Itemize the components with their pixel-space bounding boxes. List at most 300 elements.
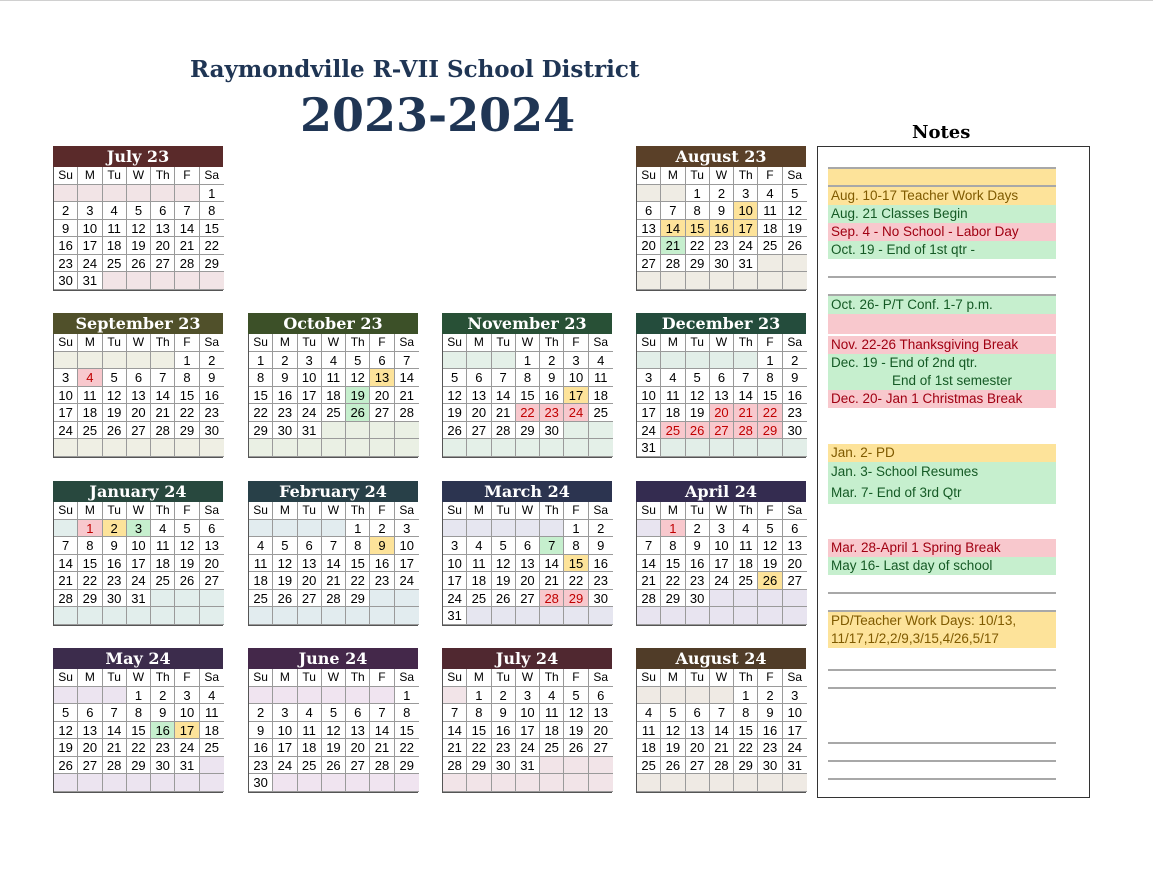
day-cell: 24: [710, 572, 734, 590]
day-cell: 29: [564, 590, 588, 608]
empty-day-cell: [54, 607, 78, 625]
empty-day-cell: [686, 607, 710, 625]
day-cell: 5: [443, 369, 467, 387]
day-cell: 3: [637, 369, 661, 387]
day-cell: 2: [783, 352, 807, 370]
weekday-header: M: [467, 334, 491, 352]
weekday-header: Tu: [686, 167, 710, 185]
day-cell: 18: [467, 572, 491, 590]
day-cell: 21: [661, 237, 685, 255]
empty-day-cell: [322, 439, 346, 457]
day-cell: 1: [516, 352, 540, 370]
day-cell: 3: [298, 352, 322, 370]
day-cell: 19: [661, 739, 685, 757]
day-cell: 12: [783, 202, 807, 220]
day-cell: 11: [467, 555, 491, 573]
day-cell: 17: [273, 739, 297, 757]
weekday-header: W: [322, 334, 346, 352]
weekday-header: F: [758, 334, 782, 352]
day-cell: 7: [151, 369, 175, 387]
empty-day-cell: [103, 185, 127, 203]
empty-day-cell: [661, 774, 685, 792]
day-cell: 27: [127, 422, 151, 440]
day-cell: 14: [734, 387, 758, 405]
day-cell: 30: [686, 590, 710, 608]
month-title: July 23: [53, 146, 223, 167]
day-cell: 16: [710, 220, 734, 238]
day-cell: 16: [249, 739, 273, 757]
empty-day-cell: [395, 607, 419, 625]
day-cell: 24: [564, 404, 588, 422]
day-cell: 2: [249, 704, 273, 722]
notes-color-band: [828, 314, 1056, 334]
empty-day-cell: [686, 439, 710, 457]
day-cell: 18: [540, 722, 564, 740]
note-entry: PD/Teacher Work Days: 10/13,: [828, 612, 1056, 630]
empty-day-cell: [734, 590, 758, 608]
day-cell: 12: [686, 387, 710, 405]
day-cell: 26: [273, 590, 297, 608]
day-cell: 26: [758, 572, 782, 590]
empty-day-cell: [540, 607, 564, 625]
weekday-header: Su: [443, 334, 467, 352]
weekday-header: Sa: [395, 669, 419, 687]
note-entry: Dec. 20- Jan 1 Christmas Break: [828, 390, 1056, 408]
day-cell: 11: [540, 704, 564, 722]
day-cell: 11: [249, 555, 273, 573]
day-cell: 10: [175, 704, 199, 722]
weekday-header: F: [370, 669, 394, 687]
day-cell: 1: [758, 352, 782, 370]
day-cell: 14: [540, 555, 564, 573]
weekday-header: Th: [734, 669, 758, 687]
day-cell: 16: [492, 722, 516, 740]
day-cell: 27: [200, 572, 224, 590]
empty-day-cell: [492, 352, 516, 370]
day-cell: 19: [273, 572, 297, 590]
weekday-header: Tu: [686, 334, 710, 352]
day-cell: 14: [710, 722, 734, 740]
day-cell: 10: [298, 369, 322, 387]
day-cell: 30: [710, 255, 734, 273]
day-cell: 27: [370, 404, 394, 422]
day-cell: 13: [516, 555, 540, 573]
day-cell: 5: [175, 520, 199, 538]
day-cell: 3: [443, 537, 467, 555]
day-cell: 24: [78, 255, 102, 273]
empty-day-cell: [758, 590, 782, 608]
empty-day-cell: [734, 439, 758, 457]
empty-day-cell: [758, 774, 782, 792]
day-cell: 22: [467, 739, 491, 757]
day-cell: 9: [710, 202, 734, 220]
day-cell: 29: [516, 422, 540, 440]
empty-day-cell: [346, 774, 370, 792]
day-cell: 3: [710, 520, 734, 538]
day-cell: 5: [346, 352, 370, 370]
day-cell: 16: [686, 555, 710, 573]
empty-day-cell: [661, 439, 685, 457]
day-cell: 4: [661, 369, 685, 387]
note-entry: May 16- Last day of school: [828, 557, 1056, 575]
day-cell: 20: [467, 404, 491, 422]
weekday-header: Th: [151, 167, 175, 185]
empty-day-cell: [54, 687, 78, 705]
weekday-header: Sa: [200, 669, 224, 687]
day-cell: 28: [637, 590, 661, 608]
empty-day-cell: [249, 687, 273, 705]
weekday-header: F: [175, 334, 199, 352]
empty-day-cell: [637, 185, 661, 203]
note-entry: Nov. 22-26 Thanksgiving Break: [828, 336, 1056, 354]
day-cell: 16: [200, 387, 224, 405]
month-calendar: [636, 481, 806, 626]
empty-day-cell: [661, 185, 685, 203]
empty-day-cell: [346, 687, 370, 705]
month-title: October 23: [248, 313, 418, 334]
month-calendar: [53, 481, 223, 626]
notes-divider: [828, 592, 1056, 594]
day-cell: 17: [298, 387, 322, 405]
day-cell: 15: [734, 722, 758, 740]
day-cell: 2: [589, 520, 613, 538]
empty-day-cell: [467, 607, 491, 625]
day-cell: 25: [637, 757, 661, 775]
empty-day-cell: [200, 439, 224, 457]
weekday-header: Su: [637, 334, 661, 352]
day-cell: 13: [467, 387, 491, 405]
day-cell: 10: [734, 202, 758, 220]
note-entry: End of 1st semester: [828, 372, 1056, 390]
weekday-header: Th: [734, 334, 758, 352]
notes-divider: [828, 276, 1056, 278]
weekday-header: Sa: [200, 167, 224, 185]
weekday-header: Tu: [103, 334, 127, 352]
empty-day-cell: [783, 272, 807, 290]
day-cell: 5: [686, 369, 710, 387]
day-cell: 8: [734, 704, 758, 722]
day-cell: 2: [758, 687, 782, 705]
weekday-header: Su: [54, 669, 78, 687]
day-cell: 28: [395, 404, 419, 422]
empty-day-cell: [661, 687, 685, 705]
empty-day-cell: [175, 439, 199, 457]
weekday-header: Th: [346, 334, 370, 352]
notes-divider: [828, 778, 1056, 780]
day-cell: 8: [686, 202, 710, 220]
day-cell: 17: [637, 404, 661, 422]
weekday-header: Tu: [103, 502, 127, 520]
weekday-header: Su: [249, 502, 273, 520]
day-cell: 6: [467, 369, 491, 387]
empty-day-cell: [298, 687, 322, 705]
day-cell: 2: [151, 687, 175, 705]
day-cell: 16: [589, 555, 613, 573]
weekday-header: F: [370, 502, 394, 520]
empty-day-cell: [395, 590, 419, 608]
day-cell: 20: [783, 555, 807, 573]
day-cell: 15: [175, 387, 199, 405]
empty-day-cell: [564, 774, 588, 792]
day-cell: 9: [249, 722, 273, 740]
day-cell: 7: [175, 202, 199, 220]
day-cell: 15: [395, 722, 419, 740]
empty-day-cell: [758, 272, 782, 290]
day-cell: 26: [127, 255, 151, 273]
day-cell: 6: [151, 202, 175, 220]
day-cell: 28: [734, 422, 758, 440]
day-cell: 25: [103, 255, 127, 273]
day-cell: 23: [200, 404, 224, 422]
empty-day-cell: [589, 422, 613, 440]
day-cell: 13: [637, 220, 661, 238]
weekday-header: Sa: [783, 502, 807, 520]
empty-day-cell: [127, 607, 151, 625]
weekday-header: Su: [249, 334, 273, 352]
weekday-header: F: [370, 334, 394, 352]
top-border-line: [0, 0, 1153, 1]
weekday-header: Tu: [298, 334, 322, 352]
empty-day-cell: [151, 185, 175, 203]
empty-day-cell: [540, 774, 564, 792]
day-cell: 17: [54, 404, 78, 422]
empty-day-cell: [322, 520, 346, 538]
day-cell: 6: [346, 704, 370, 722]
weekday-header: M: [273, 334, 297, 352]
day-cell: 15: [249, 387, 273, 405]
empty-day-cell: [710, 607, 734, 625]
day-cell: 27: [686, 757, 710, 775]
note-entry: Mar. 7- End of 3rd Qtr: [828, 482, 1056, 504]
day-cell: 1: [686, 185, 710, 203]
day-cell: 11: [734, 537, 758, 555]
day-cell: 12: [127, 220, 151, 238]
day-cell: 16: [540, 387, 564, 405]
day-cell: 9: [54, 220, 78, 238]
empty-day-cell: [249, 520, 273, 538]
day-cell: 4: [322, 352, 346, 370]
day-cell: 7: [370, 704, 394, 722]
day-cell: 15: [200, 220, 224, 238]
day-cell: 22: [346, 572, 370, 590]
day-cell: 1: [175, 352, 199, 370]
empty-day-cell: [734, 272, 758, 290]
empty-day-cell: [686, 774, 710, 792]
day-cell: 14: [492, 387, 516, 405]
day-cell: 11: [637, 722, 661, 740]
day-cell: 14: [175, 220, 199, 238]
day-cell: 9: [492, 704, 516, 722]
empty-day-cell: [710, 590, 734, 608]
empty-day-cell: [516, 520, 540, 538]
day-cell: 23: [783, 404, 807, 422]
day-cell: 9: [370, 537, 394, 555]
empty-day-cell: [298, 439, 322, 457]
day-cell: 24: [443, 590, 467, 608]
day-cell: 1: [564, 520, 588, 538]
empty-day-cell: [370, 590, 394, 608]
day-cell: 2: [273, 352, 297, 370]
day-cell: 23: [589, 572, 613, 590]
month-day-grid: [442, 669, 612, 793]
weekday-header: Th: [151, 334, 175, 352]
day-cell: 29: [758, 422, 782, 440]
day-cell: 26: [54, 757, 78, 775]
day-cell: 14: [443, 722, 467, 740]
day-cell: 27: [637, 255, 661, 273]
day-cell: 29: [175, 422, 199, 440]
day-cell: 12: [443, 387, 467, 405]
month-day-grid: [248, 502, 418, 626]
day-cell: 20: [686, 739, 710, 757]
month-day-grid: [636, 167, 806, 291]
day-cell: 5: [322, 704, 346, 722]
day-cell: 24: [637, 422, 661, 440]
empty-day-cell: [637, 272, 661, 290]
day-cell: 15: [758, 387, 782, 405]
month-day-grid: [53, 502, 223, 626]
day-cell: 30: [758, 757, 782, 775]
day-cell: 12: [564, 704, 588, 722]
day-cell: 25: [589, 404, 613, 422]
weekday-header: Th: [734, 167, 758, 185]
empty-day-cell: [783, 439, 807, 457]
day-cell: 1: [127, 687, 151, 705]
day-cell: 13: [78, 722, 102, 740]
weekday-header: M: [78, 669, 102, 687]
month-day-grid: [53, 669, 223, 793]
empty-day-cell: [127, 774, 151, 792]
day-cell: 12: [492, 555, 516, 573]
day-cell: 6: [710, 369, 734, 387]
day-cell: 18: [78, 404, 102, 422]
empty-day-cell: [783, 255, 807, 273]
month-title: July 24: [442, 648, 612, 669]
day-cell: 21: [540, 572, 564, 590]
day-cell: 20: [127, 404, 151, 422]
day-cell: 8: [395, 704, 419, 722]
empty-day-cell: [298, 607, 322, 625]
weekday-header: Sa: [783, 334, 807, 352]
empty-day-cell: [103, 439, 127, 457]
day-cell: 9: [686, 537, 710, 555]
day-cell: 13: [686, 722, 710, 740]
day-cell: 23: [686, 572, 710, 590]
day-cell: 12: [322, 722, 346, 740]
day-cell: 6: [298, 537, 322, 555]
day-cell: 2: [103, 520, 127, 538]
empty-day-cell: [661, 272, 685, 290]
empty-day-cell: [637, 687, 661, 705]
day-cell: 23: [758, 739, 782, 757]
month-day-grid: [636, 334, 806, 458]
empty-day-cell: [54, 439, 78, 457]
day-cell: 21: [103, 739, 127, 757]
day-cell: 22: [564, 572, 588, 590]
day-cell: 17: [443, 572, 467, 590]
day-cell: 30: [540, 422, 564, 440]
empty-day-cell: [516, 607, 540, 625]
day-cell: 23: [370, 572, 394, 590]
empty-day-cell: [395, 422, 419, 440]
day-cell: 28: [54, 590, 78, 608]
month-day-grid: [248, 334, 418, 458]
day-cell: 3: [175, 687, 199, 705]
weekday-header: Tu: [103, 167, 127, 185]
day-cell: 10: [783, 704, 807, 722]
day-cell: 26: [346, 404, 370, 422]
weekday-header: Tu: [492, 334, 516, 352]
day-cell: 31: [175, 757, 199, 775]
day-cell: 28: [151, 422, 175, 440]
empty-day-cell: [710, 439, 734, 457]
weekday-header: Tu: [686, 502, 710, 520]
day-cell: 23: [492, 739, 516, 757]
day-cell: 19: [127, 237, 151, 255]
month-calendar: [636, 146, 806, 291]
day-cell: 30: [151, 757, 175, 775]
empty-day-cell: [127, 272, 151, 290]
weekday-header: M: [467, 669, 491, 687]
weekday-header: Sa: [395, 334, 419, 352]
weekday-header: M: [78, 334, 102, 352]
empty-day-cell: [127, 185, 151, 203]
month-calendar: [442, 313, 612, 458]
day-cell: 18: [103, 237, 127, 255]
day-cell: 9: [103, 537, 127, 555]
day-cell: 7: [322, 537, 346, 555]
empty-day-cell: [443, 352, 467, 370]
day-cell: 27: [298, 590, 322, 608]
day-cell: 15: [467, 722, 491, 740]
empty-day-cell: [103, 687, 127, 705]
day-cell: 10: [516, 704, 540, 722]
day-cell: 21: [151, 404, 175, 422]
note-entry: Oct. 19 - End of 1st qtr -: [828, 241, 1056, 259]
weekday-header: W: [127, 334, 151, 352]
day-cell: 10: [395, 537, 419, 555]
weekday-header: Sa: [783, 167, 807, 185]
day-cell: 13: [370, 369, 394, 387]
day-cell: 27: [710, 422, 734, 440]
day-cell: 10: [78, 220, 102, 238]
empty-day-cell: [273, 687, 297, 705]
day-cell: 13: [151, 220, 175, 238]
day-cell: 9: [273, 369, 297, 387]
day-cell: 12: [54, 722, 78, 740]
empty-day-cell: [322, 422, 346, 440]
day-cell: 7: [492, 369, 516, 387]
day-cell: 25: [758, 237, 782, 255]
day-cell: 13: [127, 387, 151, 405]
empty-day-cell: [661, 352, 685, 370]
month-title: September 23: [53, 313, 223, 334]
empty-day-cell: [200, 774, 224, 792]
notes-divider: [828, 760, 1056, 762]
day-cell: 19: [564, 722, 588, 740]
day-cell: 20: [200, 555, 224, 573]
notes-divider: [828, 742, 1056, 744]
day-cell: 4: [467, 537, 491, 555]
empty-day-cell: [175, 590, 199, 608]
day-cell: 4: [758, 185, 782, 203]
day-cell: 18: [151, 555, 175, 573]
day-cell: 4: [249, 537, 273, 555]
day-cell: 18: [589, 387, 613, 405]
empty-day-cell: [78, 607, 102, 625]
empty-day-cell: [175, 607, 199, 625]
day-cell: 12: [346, 369, 370, 387]
